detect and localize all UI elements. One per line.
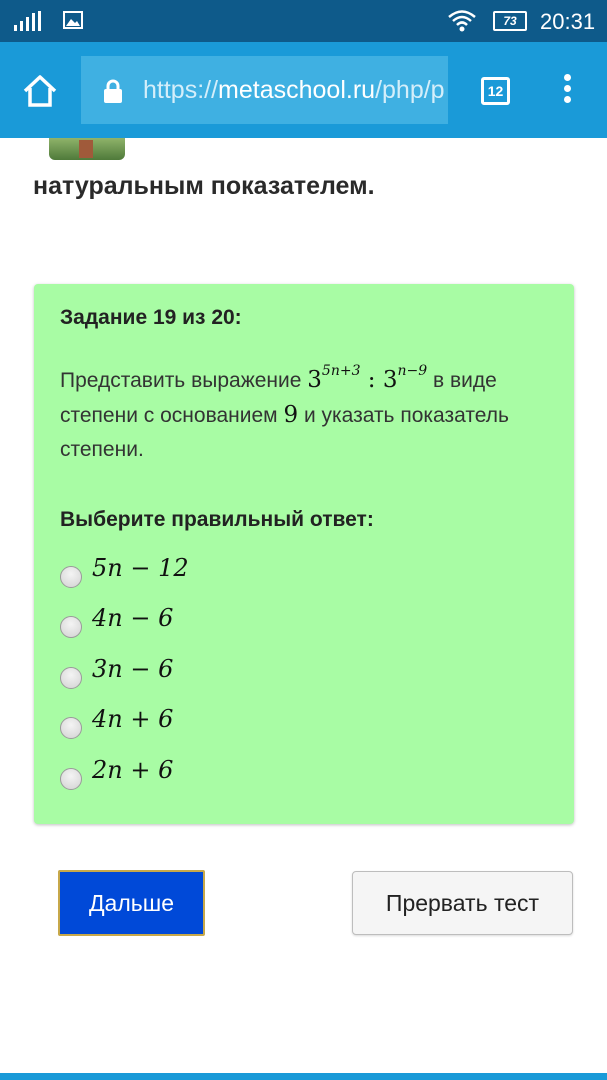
url-field[interactable] bbox=[81, 56, 448, 124]
status-bar bbox=[0, 0, 607, 42]
task-text-before: Представить выражение bbox=[60, 369, 302, 392]
radio-button[interactable] bbox=[60, 768, 82, 790]
url-host: metaschool.ru bbox=[218, 76, 376, 104]
lock-icon bbox=[103, 79, 123, 103]
url-scheme: https:// bbox=[143, 76, 219, 104]
exponent-1: 5n+3 bbox=[321, 363, 361, 379]
new-base: 9 bbox=[283, 402, 299, 428]
base-2: 3 bbox=[382, 367, 398, 393]
radio-button[interactable] bbox=[60, 717, 82, 739]
header-image bbox=[49, 138, 125, 160]
page-heading: натуральным показателем. bbox=[33, 172, 375, 200]
tabs-icon[interactable]: 12 bbox=[481, 77, 510, 105]
browser-toolbar bbox=[0, 42, 607, 138]
gallery-icon bbox=[63, 11, 83, 29]
option-label: 3n − 6 bbox=[92, 655, 174, 683]
task-card bbox=[34, 284, 574, 824]
option-label: 2n + 6 bbox=[92, 756, 174, 784]
bottom-bar bbox=[0, 1073, 607, 1080]
answer-option[interactable] bbox=[60, 554, 360, 590]
answer-option[interactable] bbox=[60, 655, 360, 691]
menu-icon[interactable] bbox=[560, 74, 574, 108]
wifi-icon bbox=[447, 9, 477, 33]
abort-test-button[interactable]: Прервать тест bbox=[352, 871, 573, 935]
option-label: 4n − 6 bbox=[92, 604, 174, 632]
signal-icon bbox=[14, 11, 42, 31]
choose-title: Выберите правильный ответ: bbox=[60, 508, 374, 531]
url-path: /php/p bbox=[375, 76, 445, 104]
task-text-in: в виде степени с основанием bbox=[60, 369, 497, 427]
radio-button[interactable] bbox=[60, 566, 82, 588]
task-text-after: и указать показатель степени. bbox=[60, 404, 509, 461]
base-1: 3 bbox=[307, 367, 322, 393]
url-text bbox=[143, 76, 445, 105]
home-icon[interactable] bbox=[22, 74, 58, 108]
answer-option[interactable] bbox=[60, 756, 360, 792]
battery-icon: 73 bbox=[493, 11, 527, 31]
answer-option[interactable] bbox=[60, 705, 360, 741]
radio-button[interactable] bbox=[60, 667, 82, 689]
expression bbox=[307, 363, 428, 393]
operator: : bbox=[367, 367, 376, 393]
radio-button[interactable] bbox=[60, 616, 82, 638]
task-title: Задание 19 из 20: bbox=[60, 306, 242, 329]
exponent-2: n−9 bbox=[397, 363, 428, 379]
option-label: 5n − 12 bbox=[92, 554, 189, 582]
task-text bbox=[60, 354, 530, 467]
next-button[interactable]: Дальше bbox=[58, 870, 205, 936]
option-label: 4n + 6 bbox=[92, 705, 174, 733]
status-time: 20:31 bbox=[540, 9, 596, 34]
answer-option[interactable] bbox=[60, 604, 360, 640]
